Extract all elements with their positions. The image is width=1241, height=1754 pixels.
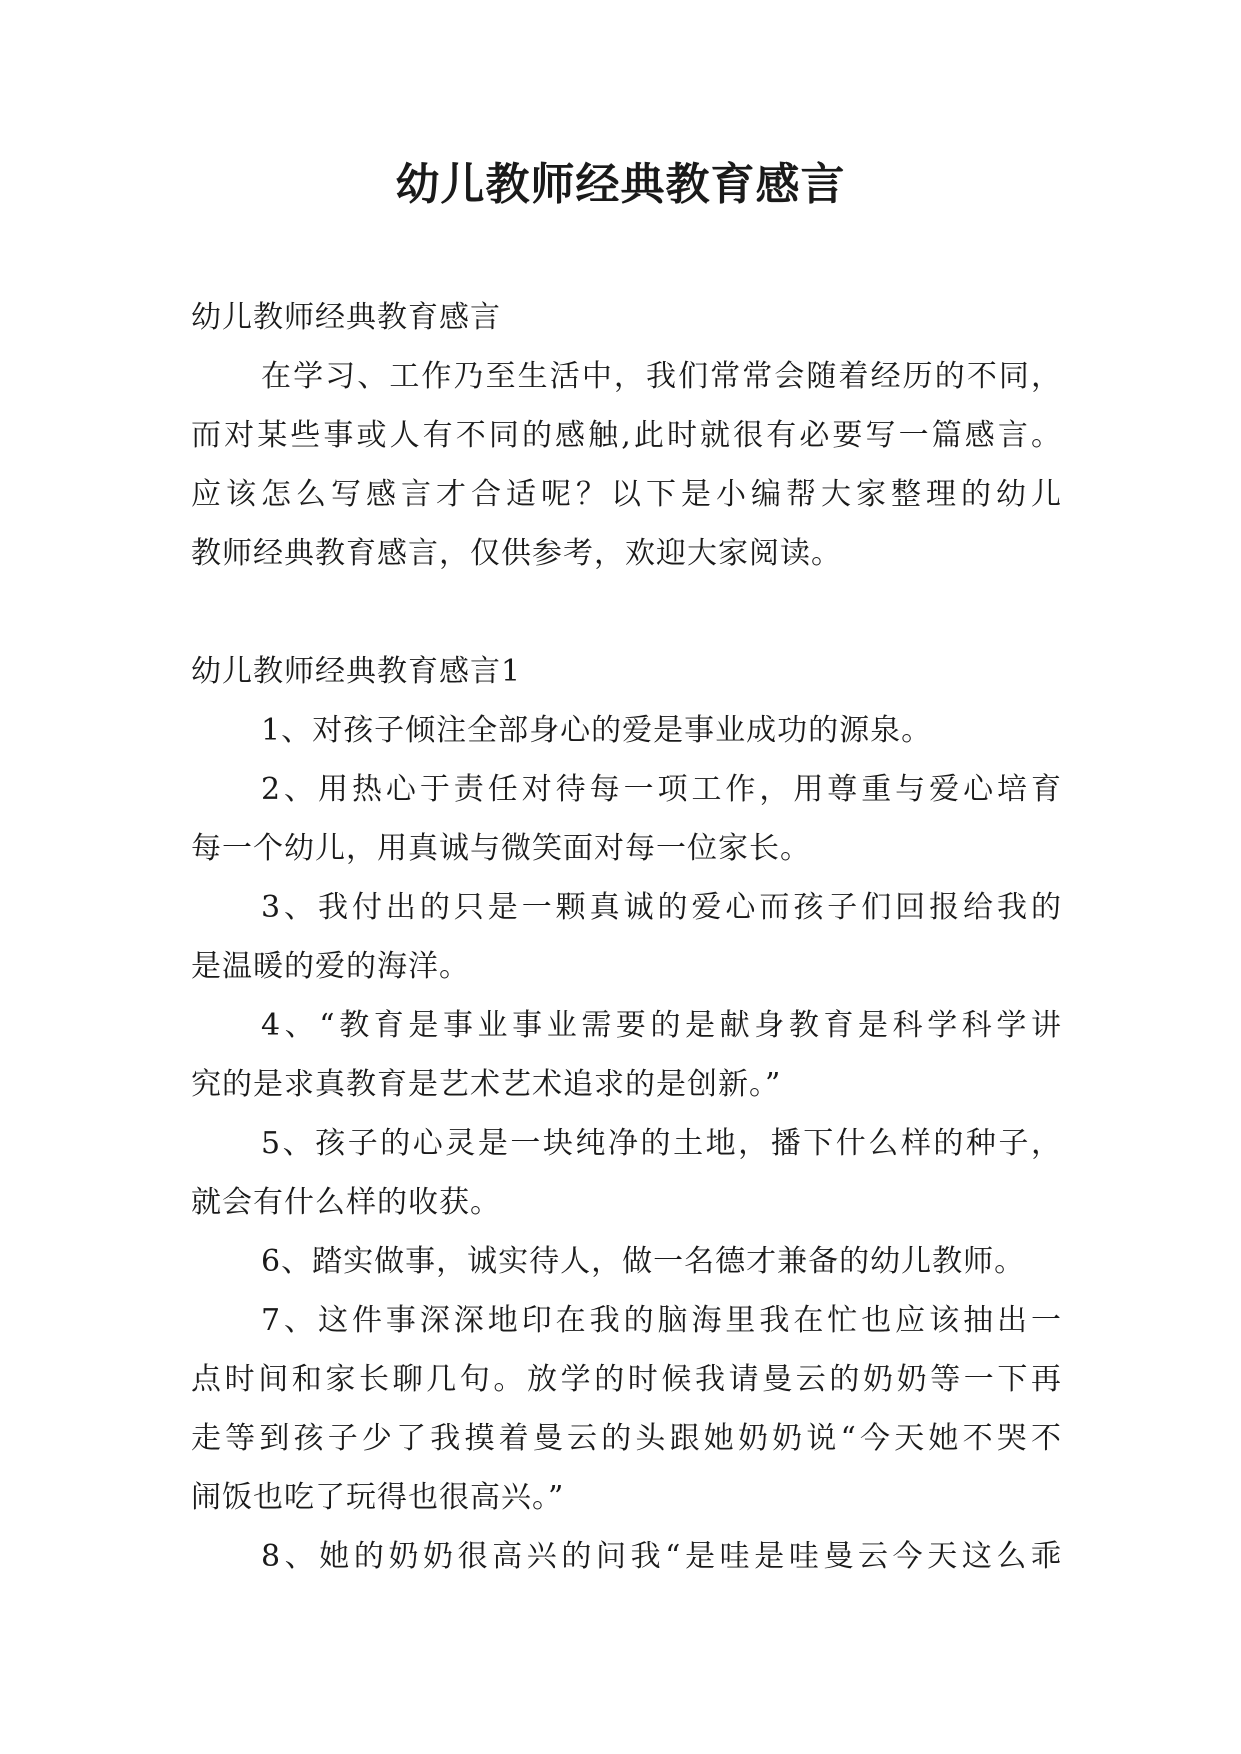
section-heading (191, 642, 1062, 701)
text-line: 在学习、工作乃至生活中，我们常常会随着经历的不同， (261, 359, 1062, 394)
blank-line (191, 583, 1062, 642)
text-line: 走等到孩子少了我摸着曼云的头跟她奶奶说“今天她不哭不 (191, 1421, 1062, 1456)
text-line: 闹饭也吃了玩得也很高兴。” (191, 1480, 565, 1515)
text-line: 2、用热心于责任对待每一项工作，用尊重与爱心培育 (261, 772, 1062, 807)
text-line: 应该怎么写感言才合适呢？以下是小编帮大家整理的幼儿 (191, 477, 1062, 512)
text-line: 幼儿教师经典教育感言 (191, 300, 501, 335)
text-line: 就会有什么样的收获。 (191, 1185, 501, 1220)
text-line: 教师经典教育感言，仅供参考，欢迎大家阅读。 (191, 536, 842, 571)
list-item (191, 996, 1062, 1114)
text-line: 5、孩子的心灵是一块纯净的土地，播下什么样的种子， (261, 1126, 1062, 1161)
list-item (191, 701, 1062, 760)
intro-paragraph (191, 347, 1062, 583)
list-item (191, 1114, 1062, 1232)
list-item (191, 1291, 1062, 1527)
list-item (191, 878, 1062, 996)
text-line: 1、对孩子倾注全部身心的爱是事业成功的源泉。 (261, 713, 933, 748)
text-line: 8、她的奶奶很高兴的问我“是哇是哇曼云今天这么乖 (261, 1539, 1062, 1574)
text-line: 4、“教育是事业事业需要的是献身教育是科学科学讲 (261, 1008, 1062, 1043)
intro-heading (191, 288, 1062, 347)
list-item (191, 1527, 1062, 1586)
list-item (191, 760, 1062, 878)
text-line: 6、踏实做事，诚实待人，做一名德才兼备的幼儿教师。 (261, 1244, 1026, 1279)
document-body (191, 288, 1062, 1586)
text-line: 而对某些事或人有不同的感触,此时就很有必要写一篇感言。 (191, 418, 1062, 453)
text-line: 7、这件事深深地印在我的脑海里我在忙也应该抽出一 (261, 1303, 1062, 1338)
text-line: 幼儿教师经典教育感言1 (191, 654, 522, 689)
text-line: 每一个幼儿，用真诚与微笑面对每一位家长。 (191, 831, 811, 866)
text-line: 究的是求真教育是艺术艺术追求的是创新。” (191, 1067, 782, 1102)
list-item (191, 1232, 1062, 1291)
text-line: 3、我付出的只是一颗真诚的爱心而孩子们回报给我的 (261, 890, 1062, 925)
page-title: 幼儿教师经典教育感言 (395, 159, 846, 210)
text-line: 点时间和家长聊几句。放学的时候我请曼云的奶奶等一下再 (191, 1362, 1062, 1397)
text-line: 是温暖的爱的海洋。 (191, 949, 470, 984)
